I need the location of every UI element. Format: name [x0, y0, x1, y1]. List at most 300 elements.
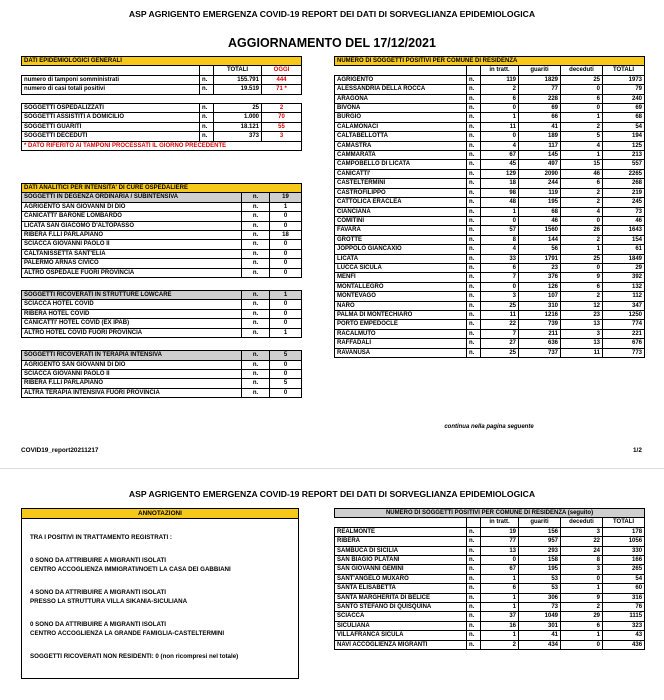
annotation-line: CENTRO ACCOGLIENZA IMMIGRATI/NOETI LA CASA DEI GABBIANI	[30, 566, 231, 573]
n-label: n.	[467, 245, 481, 254]
comune-value: 392	[603, 273, 645, 282]
n-label: n.	[467, 621, 481, 630]
comune-value: 156	[519, 527, 561, 536]
annotation-line: 4 SONO DA ATTRIBUIRE A MIGRANTI ISOLATI	[30, 589, 167, 596]
n-label: n.	[467, 329, 481, 338]
table-row: SCIACCA GIOVANNI PAOLO II n. 0	[22, 240, 302, 249]
comune-value: 2	[561, 603, 603, 612]
comune-value: 8	[481, 235, 519, 244]
n-label: n.	[467, 556, 481, 565]
comune-value: 24	[561, 546, 603, 555]
footer-filename: COVID19_report20211217	[21, 447, 99, 454]
comune-value: 25	[561, 75, 603, 84]
annotation-line: CENTRO ACCOGLIENZA LA GRANDE FAMIGLIA-CASTELTERMINI	[30, 630, 225, 637]
comune-value: 1250	[603, 310, 645, 319]
comune-name: SAN BIAGIO PLATANI	[335, 556, 467, 565]
comune-value: 2	[481, 640, 519, 649]
comune-name: LUCCA SICULA	[335, 263, 467, 272]
comune-value: 53	[519, 584, 561, 593]
comune-value: 6	[561, 621, 603, 630]
table-row: CANICATTI' HOTEL COVID (EX IPAB) n. 0	[22, 319, 302, 328]
comune-value: 957	[519, 537, 561, 546]
comune-value: 2090	[519, 169, 561, 178]
comune-name: RAVANUSA	[335, 348, 467, 357]
comune-value: 69	[519, 104, 561, 113]
table-row: ALTRO HOTEL COVID FUORI PROVINCIA n. 1	[22, 328, 302, 337]
comune-value: 0	[561, 574, 603, 583]
table-row	[335, 179, 645, 188]
comune-value: 3	[561, 565, 603, 574]
comune-value: 66	[519, 113, 561, 122]
table-row	[335, 527, 645, 536]
comune-value: 61	[603, 245, 645, 254]
table-row	[335, 612, 645, 621]
comune-value: 1	[561, 245, 603, 254]
comune-value: 4	[561, 141, 603, 150]
table-row	[335, 160, 645, 169]
comune-value: 13	[561, 320, 603, 329]
comune-value: 737	[519, 348, 561, 357]
comune-value: 69	[603, 104, 645, 113]
table-row: SOGGETTI DECEDUTI n. 373 3	[22, 132, 302, 141]
comune-value: 265	[603, 565, 645, 574]
n-label: n.	[467, 537, 481, 546]
comune-value: 1	[481, 631, 519, 640]
comune-value: 4	[481, 141, 519, 150]
comune-value: 6	[481, 263, 519, 272]
n-label: n.	[467, 292, 481, 301]
table-row	[335, 640, 645, 649]
comune-value: 293	[519, 546, 561, 555]
comune-value: 268	[603, 179, 645, 188]
table-row	[335, 169, 645, 178]
col-in-tratt: in tratt.	[481, 518, 519, 527]
comune-value: 27	[481, 339, 519, 348]
table-row	[335, 574, 645, 583]
comune-value: 18	[481, 179, 519, 188]
comune-value: 2265	[603, 169, 645, 178]
comune-name: VILLAFRANCA SICULA	[335, 631, 467, 640]
comune-value: 73	[519, 603, 561, 612]
table-row	[335, 546, 645, 555]
comune-name: CATTOLICA ERACLEA	[335, 198, 467, 207]
comune-value: 0	[561, 104, 603, 113]
table-row	[335, 621, 645, 630]
annotation-line: 0 SONO DA ATTRIBUIRE A MIGRANTI ISOLATI	[30, 557, 167, 564]
n-label: n.	[467, 104, 481, 113]
comune-name: SAMBUCA DI SICILIA	[335, 546, 467, 555]
n-label: n.	[467, 263, 481, 272]
comune-name: CAMMARATA	[335, 151, 467, 160]
table-row	[335, 273, 645, 282]
comune-name: RIBERA	[335, 537, 467, 546]
footnote: * DATO RIFERITO AI TAMPONI PROCESSATI IL GIORNO PRECEDENTE	[22, 141, 302, 150]
n-label: n.	[467, 273, 481, 282]
table-row: CALTANISSETTA SANT'ELIA n. 0	[22, 249, 302, 258]
comune-name: GROTTE	[335, 235, 467, 244]
comune-value: 5	[561, 132, 603, 141]
comune-value: 11	[561, 348, 603, 357]
comune-name: CAMASTRA	[335, 141, 467, 150]
table-row	[335, 292, 645, 301]
comune-value: 1643	[603, 226, 645, 235]
comune-value: 48	[481, 198, 519, 207]
table-row	[335, 188, 645, 197]
comune-name: RAFFADALI	[335, 339, 467, 348]
comune-value: 16	[481, 621, 519, 630]
n-label: n.	[467, 612, 481, 621]
comune-value: 1	[561, 113, 603, 122]
table-row	[335, 339, 645, 348]
table-row: AGRIGENTO SAN GIOVANNI DI DIO n. 0	[22, 360, 302, 369]
comune-value: 211	[519, 329, 561, 338]
table-row	[335, 282, 645, 291]
table-row	[335, 216, 645, 225]
analytic-data-table	[21, 183, 302, 398]
comune-value: 6	[481, 584, 519, 593]
comune-value: 41	[519, 631, 561, 640]
continua-note: continua nella pagina seguente	[444, 424, 534, 430]
comune-value: 1056	[603, 537, 645, 546]
general-data-table	[21, 56, 302, 151]
col-totali: TOTALI	[603, 66, 645, 75]
comune-value: 22	[481, 320, 519, 329]
comune-value: 76	[603, 603, 645, 612]
comune-value: 22	[561, 537, 603, 546]
report-title: ASP AGRIGENTO EMERGENZA COVID-19 REPORT DEI DATI DI SORVEGLIANZA EPIDEMIOLOGICA	[128, 9, 536, 19]
page-divider	[0, 468, 664, 469]
table-row	[335, 113, 645, 122]
comune-value: 1115	[603, 612, 645, 621]
n-label: n.	[467, 198, 481, 207]
table-row: SOGGETTI ASSISTITI A DOMICILIO n. 1.000 70	[22, 113, 302, 122]
comuni-header-continued: NUMERO DI SOGGETTI POSITIVI PER COMUNE DI RESIDENZA (seguito)	[335, 509, 645, 518]
n-label: n.	[467, 301, 481, 310]
n-label: n.	[467, 339, 481, 348]
comune-value: 1829	[519, 75, 561, 84]
comune-value: 1	[481, 207, 519, 216]
group-title: SOGGETTI RICOVERATI IN TERAPIA INTENSIVA n. 5	[22, 351, 302, 360]
col-in-tratt: in tratt.	[481, 66, 519, 75]
comune-value: 23	[519, 263, 561, 272]
comune-value: 0	[481, 556, 519, 565]
comune-name: MONTALLEGRO	[335, 282, 467, 291]
table-row: numero di tamponi somministrati n. 155.791 444	[22, 75, 302, 84]
comune-name: RACALMUTO	[335, 329, 467, 338]
table-row	[335, 122, 645, 131]
comune-name: PORTO EMPEDOCLE	[335, 320, 467, 329]
comune-value: 60	[603, 584, 645, 593]
general-header: DATI EPIDEMIOLOGICI GENERALI	[22, 57, 302, 66]
report-date-title: AGGIORNAMENTO DEL 17/12/2021	[228, 36, 436, 50]
comune-value: 557	[603, 160, 645, 169]
comune-name: SAN GIOVANNI GEMINI	[335, 565, 467, 574]
n-label: n.	[467, 169, 481, 178]
comune-value: 221	[603, 329, 645, 338]
table-row	[335, 151, 645, 160]
comune-value: 98	[481, 188, 519, 197]
comune-value: 1	[481, 574, 519, 583]
table-row: ALTRO OSPEDALE FUORI PROVINCIA n. 0	[22, 268, 302, 277]
table-row	[335, 348, 645, 357]
comune-value: 219	[603, 188, 645, 197]
table-row	[335, 104, 645, 113]
analytic-header: DATI ANALITICI PER INTENSITA' DI CURE OSPEDALIERE	[22, 184, 302, 193]
comune-name: SANT'ANGELO MUXARO	[335, 574, 467, 583]
n-label: n.	[467, 132, 481, 141]
comune-name: BIVONA	[335, 104, 467, 113]
comune-name: AGRIGENTO	[335, 75, 467, 84]
comune-name: SANTA ELISABETTA	[335, 584, 467, 593]
annotazioni-header: ANNOTAZIONI	[22, 509, 298, 519]
comune-name: JOPPOLO GIANCAXIO	[335, 245, 467, 254]
comune-value: 1791	[519, 254, 561, 263]
comune-value: 228	[519, 94, 561, 103]
n-label: n.	[467, 584, 481, 593]
comune-value: 0	[481, 132, 519, 141]
table-row	[335, 132, 645, 141]
table-row	[335, 310, 645, 319]
comune-value: 68	[519, 207, 561, 216]
comune-value: 310	[519, 301, 561, 310]
col-deceduti: deceduti	[561, 66, 603, 75]
comune-value: 1973	[603, 75, 645, 84]
n-label: n.	[467, 565, 481, 574]
comune-value: 497	[519, 160, 561, 169]
comune-value: 79	[603, 85, 645, 94]
table-row: AGRIGENTO SAN GIOVANNI DI DIO n. 1	[22, 202, 302, 211]
comune-value: 41	[519, 122, 561, 131]
comune-value: 0	[561, 640, 603, 649]
comune-value: 773	[603, 348, 645, 357]
table-row: SCIACCA GIOVANNI PAOLO II n. 0	[22, 369, 302, 378]
comune-value: 12	[561, 301, 603, 310]
table-row: SOGGETTI OSPEDALIZZATI n. 25 2	[22, 104, 302, 113]
comune-value: 29	[561, 612, 603, 621]
n-label: n.	[467, 631, 481, 640]
col-deceduti: deceduti	[561, 518, 603, 527]
comune-value: 2	[481, 85, 519, 94]
n-label: n.	[467, 640, 481, 649]
n-label: n.	[467, 141, 481, 150]
table-row	[335, 603, 645, 612]
comune-name: CALAMONACI	[335, 122, 467, 131]
comune-value: 19	[481, 527, 519, 536]
comune-value: 1	[481, 113, 519, 122]
comune-value: 1	[561, 151, 603, 160]
group-title: SOGGETTI IN DEGENZA ORDINARIA / SUBINTENSIVA n. 19	[22, 193, 302, 202]
n-label: n.	[467, 85, 481, 94]
comune-value: 53	[519, 574, 561, 583]
comune-value: 739	[519, 320, 561, 329]
comune-value: 144	[519, 235, 561, 244]
comune-name: CANICATTI'	[335, 169, 467, 178]
comune-value: 245	[603, 198, 645, 207]
comune-value: 1560	[519, 226, 561, 235]
n-label: n.	[467, 593, 481, 602]
comune-value: 178	[603, 527, 645, 536]
comune-name: SANTA MARGHERITA DI BELICE	[335, 593, 467, 602]
comune-name: NAVI ACCOGLIENZA MIGRANTI	[335, 640, 467, 649]
group-title: SOGGETTI RICOVERATI IN STRUTTURE LOWCARE n. 1	[22, 291, 302, 300]
n-label: n.	[467, 546, 481, 555]
table-row	[335, 631, 645, 640]
comune-value: 8	[561, 556, 603, 565]
n-label: n.	[467, 320, 481, 329]
comune-value: 7	[481, 329, 519, 338]
table-row: LICATA SAN GIACOMO D'ALTOPASSO n. 0	[22, 221, 302, 230]
n-label: n.	[467, 75, 481, 84]
n-label: n.	[467, 226, 481, 235]
n-label: n.	[467, 527, 481, 536]
comune-value: 244	[519, 179, 561, 188]
table-row: SCIACCA HOTEL COVID n. 0	[22, 300, 302, 309]
comune-value: 376	[519, 273, 561, 282]
comune-value: 23	[561, 310, 603, 319]
n-label: n.	[467, 216, 481, 225]
comune-name: MONTEVAGO	[335, 292, 467, 301]
comune-value: 2	[561, 292, 603, 301]
comune-value: 119	[519, 188, 561, 197]
table-row	[335, 75, 645, 84]
comune-value: 11	[481, 122, 519, 131]
annotazioni-box	[21, 508, 299, 679]
comune-value: 301	[519, 621, 561, 630]
table-row: RIBERA HOTEL COVID n. 0	[22, 309, 302, 318]
comune-value: 3	[561, 329, 603, 338]
n-label: n.	[467, 282, 481, 291]
comune-value: 6	[561, 282, 603, 291]
comune-value: 77	[519, 85, 561, 94]
comuni-table-continued	[334, 508, 645, 650]
comune-value: 54	[603, 122, 645, 131]
comune-value: 67	[481, 151, 519, 160]
comune-value: 26	[561, 226, 603, 235]
comune-value: 0	[561, 263, 603, 272]
comune-value: 1	[561, 631, 603, 640]
comune-value: 46	[603, 216, 645, 225]
comune-value: 4	[561, 207, 603, 216]
comune-value: 43	[603, 631, 645, 640]
table-row: RIBERA F.LLI PARLAPIANO n. 5	[22, 379, 302, 388]
n-label: n.	[467, 179, 481, 188]
n-label: n.	[467, 151, 481, 160]
col-oggi: OGGI	[262, 66, 302, 75]
comune-value: 13	[561, 339, 603, 348]
comune-value: 25	[481, 301, 519, 310]
comune-value: 7	[481, 273, 519, 282]
comune-value: 25	[561, 254, 603, 263]
comune-value: 3	[481, 292, 519, 301]
n-label: n.	[467, 603, 481, 612]
n-label: n.	[467, 254, 481, 263]
comune-name: COMITINI	[335, 216, 467, 225]
comuni-header: NUMERO DI SOGGETTI POSITIVI PER COMUNE DI RESIDENZA	[335, 57, 645, 66]
table-row	[335, 141, 645, 150]
comune-name: MENFI	[335, 273, 467, 282]
comune-name: SCIACCA	[335, 612, 467, 621]
comune-value: 166	[603, 556, 645, 565]
n-label: n.	[467, 348, 481, 357]
comune-value: 37	[481, 612, 519, 621]
annotation-line: PRESSO LA STRUTTURA VILLA SIKANIA-SICULIANA	[30, 598, 188, 605]
n-label: n.	[467, 188, 481, 197]
comune-value: 15	[561, 160, 603, 169]
table-row	[335, 85, 645, 94]
page-number: 1/2	[633, 447, 642, 454]
annotation-line: SOGGETTI RICOVERATI NON RESIDENTI: 0 (non ricompresi nel totale)	[30, 653, 239, 660]
table-row	[335, 94, 645, 103]
comune-value: 6	[561, 94, 603, 103]
comune-value: 56	[519, 245, 561, 254]
annotation-line: TRA I POSITIVI IN TRATTAMENTO REGISTRATI :	[30, 534, 172, 541]
comune-name: CASTELTERMINI	[335, 179, 467, 188]
table-row: CANICATTI' BARONE LOMBARDO n. 0	[22, 212, 302, 221]
n-label: n.	[467, 94, 481, 103]
comune-value: 13	[481, 546, 519, 555]
comune-value: 29	[603, 263, 645, 272]
n-label: n.	[467, 207, 481, 216]
comune-value: 67	[481, 565, 519, 574]
comune-name: CALTABELLOTTA	[335, 132, 467, 141]
table-row	[335, 235, 645, 244]
comune-value: 0	[481, 216, 519, 225]
comune-value: 9	[561, 273, 603, 282]
comune-value: 0	[481, 104, 519, 113]
comune-value: 158	[519, 556, 561, 565]
col-totali: TOTALI	[214, 66, 262, 75]
n-label: n.	[467, 310, 481, 319]
comune-value: 195	[519, 565, 561, 574]
comune-value: 1216	[519, 310, 561, 319]
comune-value: 676	[603, 339, 645, 348]
n-label: n.	[467, 574, 481, 583]
table-row	[335, 320, 645, 329]
table-row	[335, 245, 645, 254]
comune-name: ALESSANDRIA DELLA ROCCA	[335, 85, 467, 94]
comune-name: LICATA	[335, 254, 467, 263]
comune-name: SICULIANA	[335, 621, 467, 630]
comune-value: 145	[519, 151, 561, 160]
comune-value: 112	[603, 292, 645, 301]
comune-value: 2	[561, 235, 603, 244]
table-row	[335, 226, 645, 235]
comune-value: 9	[561, 593, 603, 602]
comune-value: 45	[481, 160, 519, 169]
comune-value: 125	[603, 141, 645, 150]
table-row	[335, 565, 645, 574]
comune-value: 0	[561, 216, 603, 225]
comune-value: 195	[519, 198, 561, 207]
comune-name: REALMONTE	[335, 527, 467, 536]
comune-name: FAVARA	[335, 226, 467, 235]
comune-name: PALMA DI MONTECHIARO	[335, 310, 467, 319]
table-row	[335, 329, 645, 338]
col-guariti: guariti	[519, 518, 561, 527]
table-row: ALTRA TERAPIA INTENSIVA FUORI PROVINCIA n. 0	[22, 388, 302, 397]
comune-value: 194	[603, 132, 645, 141]
comune-value: 2	[561, 198, 603, 207]
comune-value: 330	[603, 546, 645, 555]
comune-value: 6	[561, 179, 603, 188]
comune-value: 2	[561, 188, 603, 197]
n-label: n.	[467, 235, 481, 244]
n-label: n.	[467, 160, 481, 169]
table-row	[335, 593, 645, 602]
annotation-line: 0 SONO DA ATTRIBUIRE A MIGRANTI ISOLATI	[30, 621, 167, 628]
comune-value: 1	[481, 593, 519, 602]
comune-name: SANTO STEFANO DI QUISQUINA	[335, 603, 467, 612]
